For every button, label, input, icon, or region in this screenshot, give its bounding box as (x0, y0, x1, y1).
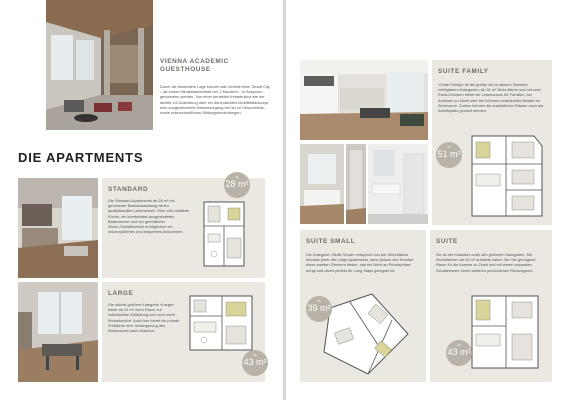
suite-area-badge (446, 340, 472, 366)
suite-small-area-badge (306, 296, 332, 322)
standard-area: 28 m² (225, 179, 249, 189)
family-badge-prefix: ab (447, 145, 451, 149)
standard-floorplan (196, 198, 254, 272)
family-floorplan (462, 130, 548, 222)
standard-photo (18, 178, 98, 278)
large-area: 43 m² (243, 357, 267, 367)
large-area-badge (242, 350, 268, 376)
standard-badge-prefix: ab (235, 175, 239, 179)
standard-text: Die Standard-Apartments ab 28 m² mit gehobener Basisausstattung bieten qualitätsvollen Lebensraum. Eine voll möblierte Küche, ein komfortabel ausgestattetes Badezimmer und ein gemütlicher Wohn-/Schlafbereich ermöglichen ein unkompliziertes und bequemes Ankommen. (108, 198, 190, 235)
family-area-badge (436, 142, 462, 168)
suite-badge-prefix: ab (457, 343, 461, 347)
standard-area-badge (224, 172, 250, 198)
suite-small-text: Die Kategorie »Suite Small« entspricht von der Wohnfläche beinahe jener der Large Apartments, kann jedoch den Komfort eines zweiten Zimmers bieten, das ein Mehr an Privatsphäre bringt und damit perfekt für Long Stays geeignet ist. (306, 252, 414, 273)
family-heading: SUITE FAMILY (438, 68, 489, 75)
apartments-title: DIE APARTMENTS (18, 150, 144, 165)
suite-small-area: 39 m² (307, 303, 331, 313)
family-area: 51 m² (437, 149, 461, 159)
suite-small-heading: SUITE SMALL (306, 238, 356, 245)
hallway-photo (346, 144, 366, 224)
standard-heading: STANDARD (108, 186, 149, 193)
family-photo (300, 60, 428, 140)
suite-small-badge-prefix: ab (317, 299, 321, 303)
right-page (286, 0, 566, 400)
large-floorplan (184, 290, 258, 356)
suite-text: Sie ist der Klassiker unter den größeren Kategorien. Mit Wohnflächen ab 43 m² aufwärts haben Sie hier genügend Raum für die Anreise zu Zweit und mit einem separaten Schlafzimmer einen weiteren persönlichen Rückzugsort. (436, 252, 536, 273)
academic-heading: VIENNA ACADEMIC GUESTHOUSE (160, 58, 229, 73)
family-text: »Suite Family« ist die größte der in diesem Standort verfügbaren Kategorien. Ab 51 m² Wohnfläche und mit zwei Extra-Zimmern bietet sie Lebensraum für Familien, bei Anreisen zu Zweit oder bei höheren individuellen Bedarf an Wohnraum. Zudem können die zusätzlichen Räume auch als Arbeitsplatz genutzt werden. (438, 82, 544, 114)
bedroom-photo (300, 144, 344, 224)
bath-photo (368, 144, 428, 224)
academic-text: Durch die besondere Lage können alle Vorteile einer Smart City – ab einem Mindestaufenthalt von 2 Monaten – in Anspruch genommen werden. Von einer perfekten Infrastruktur wie der direkte U2-Anbindung über ein durchdachtes Mobilitätskonzept, eine ausgezeichnete Nahversorgung bis hin zu Gesundheits- sowie unterschiedlichen Bildungseinrichtungen. (160, 84, 270, 116)
lobby-photo (46, 0, 153, 130)
suite-heading: SUITE (436, 238, 458, 245)
large-badge-prefix: ab (253, 353, 257, 357)
suite-floorplan (466, 290, 546, 376)
large-photo (18, 282, 98, 382)
large-heading: LARGE (108, 290, 134, 297)
large-text: Die nächst größere Kategorie »Large« bietet ab 43 m² mehr Raum zur individuellen Entfaltung und noch mehr Wohnkomfort. Auch hier bietet die private Freifläche eine Verlängerung des Wohnraums nach draußen. (108, 302, 180, 334)
suite-area: 43 m² (447, 347, 471, 357)
